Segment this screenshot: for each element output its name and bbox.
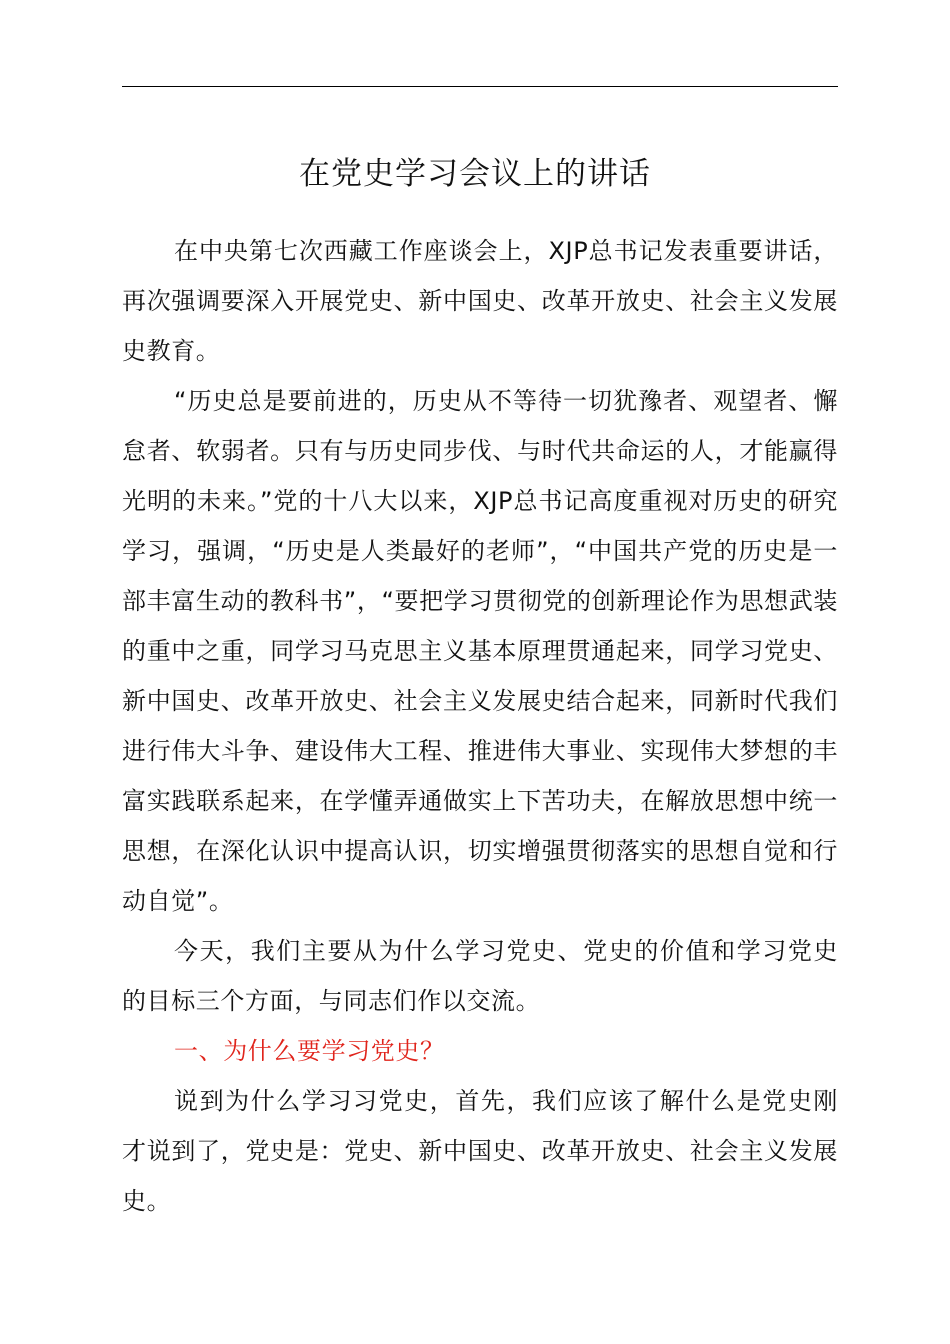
paragraph-quote: “历史总是要前进的，历史从不等待一切犹豫者、观望者、懈怠者、软弱者。只有与历史同步伐、与时代共命运的人，才能赢得光明的未来。”党的十八大以来，XJP总书记高度重视对历史的研究学习，强调，“历史是人类最好的老师”，“中国共产党的历史是一部丰富生动的教科书”，“要把学习贯彻党的创新理论作为思想武装的重中之重，同学习马克思主义基本原理贯通起来，同学习党史、新中国史、改革开放史、社会主义发展史结合起来，同新时代我们进行伟大斗争、建设伟大工程、推进伟大事业、实现伟大梦想的丰富实践联系起来，在学懂弄通做实上下苦功夫，在解放思想中统一思想，在深化认识中提高认识，切实增强贯彻落实的思想自觉和行动自觉”。: [122, 387, 838, 915]
paragraph-intro: 在中央第七次西藏工作座谈会上，XJP总书记发表重要讲话，再次强调要深入开展党史、新中国史、改革开放史、社会主义发展史教育。: [122, 237, 838, 365]
header-rule: [122, 86, 838, 87]
paragraph-section-one: 说到为什么学习习党史，首先，我们应该了解什么是党史刚才说到了，党史是：党史、新中国史、改革开放史、社会主义发展史。: [122, 1087, 838, 1215]
section-heading: 一、为什么要学习党史？: [174, 1037, 445, 1065]
document-title: 在党史学习会议上的讲话: [299, 156, 651, 192]
document-body: [122, 226, 838, 1226]
paragraph-overview: 今天，我们主要从为什么学习党史、党史的价值和学习党史的目标三个方面，与同志们作以交流。: [122, 937, 838, 1015]
